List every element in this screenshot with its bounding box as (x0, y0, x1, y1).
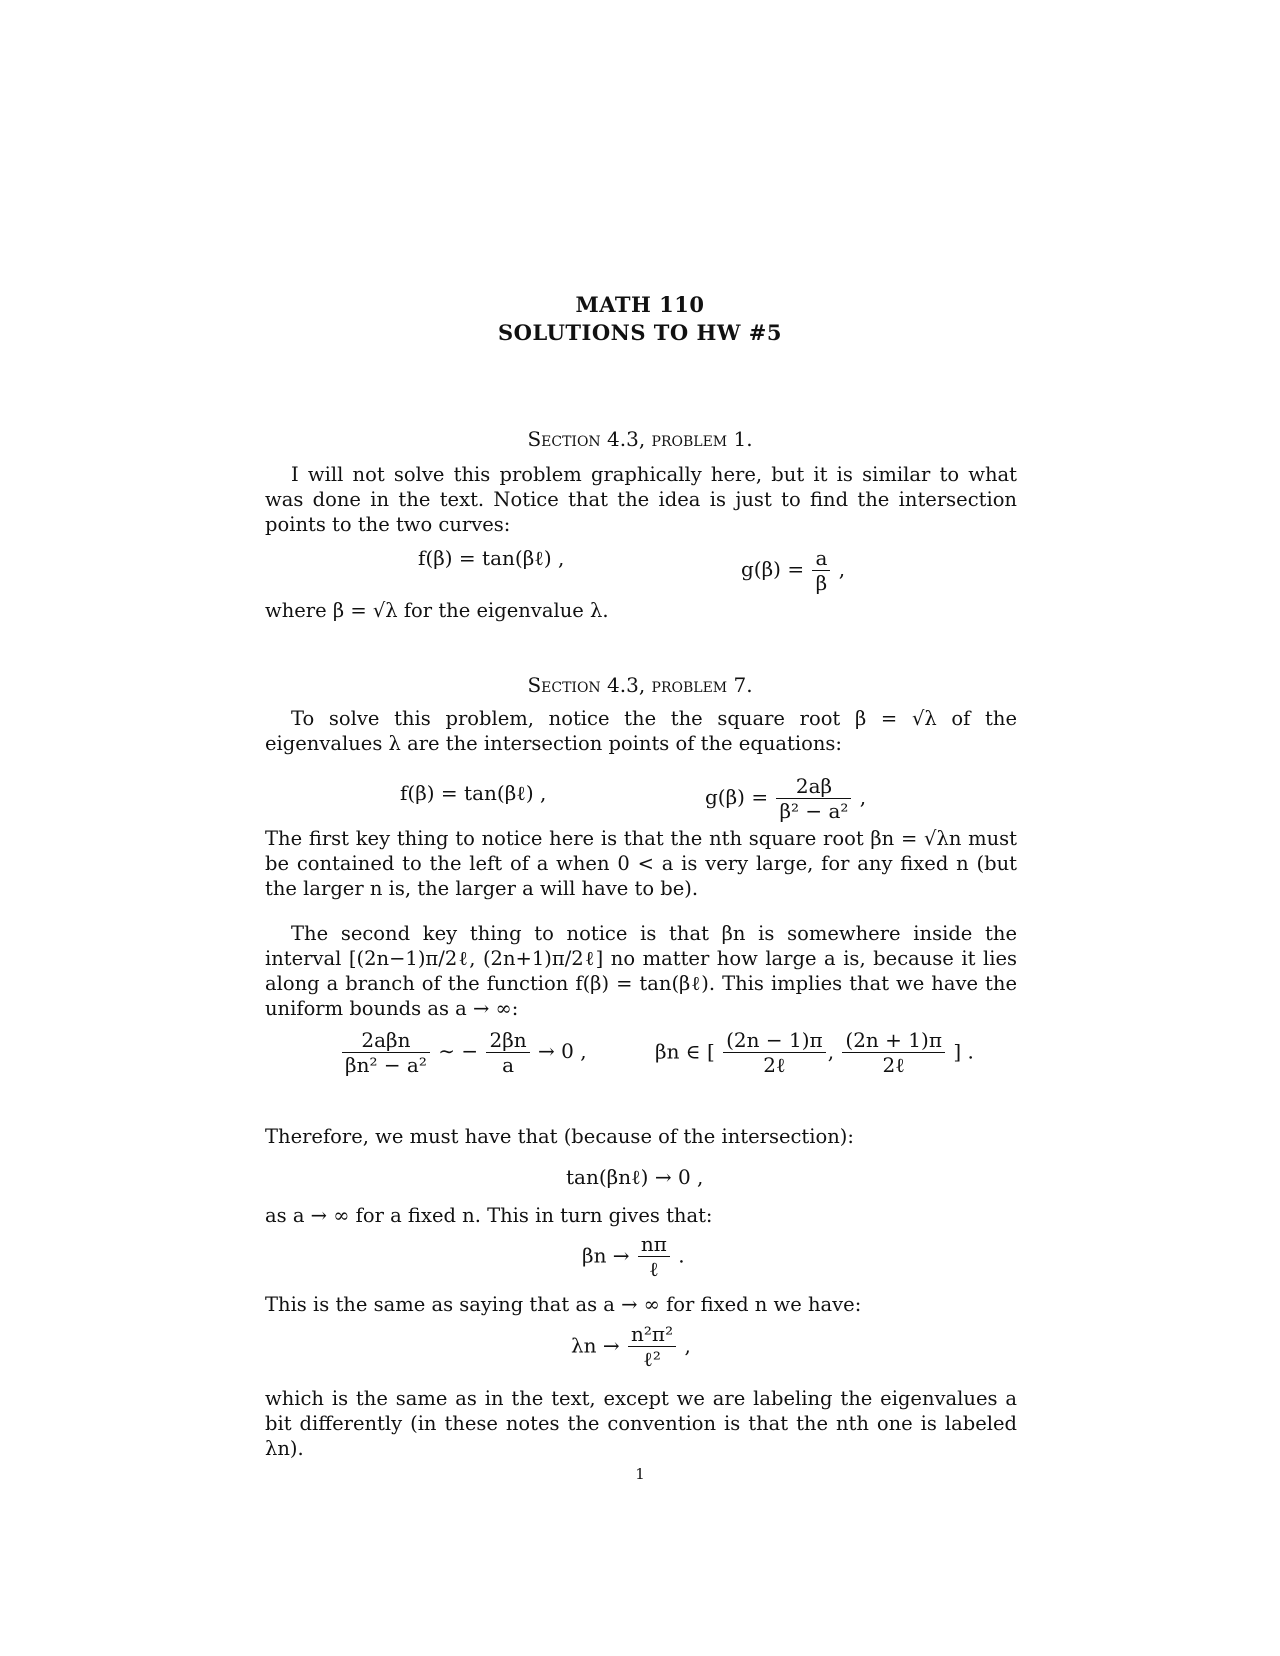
tan-limit-equation: tan(βnℓ) → 0 , (566, 1165, 704, 1189)
bounds-fraction-2-numerator: 2βn (486, 1028, 529, 1053)
bounds-fraction-2-denominator: a (502, 1053, 515, 1077)
interval-fraction-1-denominator: 2ℓ (763, 1053, 786, 1077)
equation-g-1-fraction (812, 546, 830, 595)
interval-fraction-2-denominator: 2ℓ (882, 1053, 905, 1077)
same-as-text: This is the same as saying that as a → ∞ for fixed n we have: (265, 1293, 862, 1316)
equation-f-2: f(β) = tan(βℓ) , (400, 781, 547, 805)
lambda-limit-numerator: n²π² (628, 1322, 676, 1347)
equation-g-2-left: g(β) = (705, 785, 769, 809)
equation-f-1: f(β) = tan(βℓ) , (418, 546, 565, 570)
interval-left: βn ∈ [ (655, 1039, 715, 1064)
bounds-approx: ∼ − (438, 1039, 479, 1063)
bounds-fraction-2 (486, 1028, 529, 1077)
problem-1-outro: where β = √λ for the eigenvalue λ. (265, 599, 609, 622)
page-number: 1 (635, 1465, 645, 1483)
equation-g-1-left: g(β) = (741, 557, 805, 581)
bounds-equation (340, 1028, 587, 1077)
bounds-fraction-1-numerator: 2aβn (342, 1028, 430, 1053)
equation-g-2-denominator: β² − a² (779, 799, 849, 823)
beta-limit-fraction (638, 1232, 670, 1282)
bounds-fraction-1-denominator: βn² − a² (345, 1053, 427, 1077)
equation-g-1-numerator: a (812, 546, 830, 571)
fixed-n-text: as a → ∞ for a fixed n. This in turn gives that: (265, 1204, 713, 1227)
closing-text: which is the same as in the text, except we are labeling the eigenvalues a bit differently (in these notes the convention is that the nth one is labeled λn). (265, 1387, 1017, 1460)
bounds-limit: → 0 , (538, 1039, 587, 1063)
bounds-fraction-1 (342, 1028, 430, 1077)
equation-g-1-denominator: β (815, 571, 828, 595)
beta-limit-left: βn → (582, 1243, 630, 1268)
document-subtitle: SOLUTIONS TO HW #5 (498, 320, 782, 345)
equation-g-2: g(β) = $\frac{2a\beta}{\text{β² − a²}}$ , (705, 774, 867, 823)
interval-equation: βn ∈ [ $\frac{(2n - 1)\pi}{\text{2ℓ}}$ , $\frac{(2n + 1)\pi}{\text{2ℓ}}$ ] . (655, 1028, 974, 1077)
problem-7-intro: To solve this problem, notice the the square root β = √λ of the eigenvalues λ are the intersection points of the equations: (265, 707, 1017, 755)
beta-limit-numerator: nπ (638, 1232, 670, 1257)
lambda-limit-left: λn → (571, 1333, 620, 1358)
interval-fraction-1 (723, 1028, 826, 1078)
lambda-limit-equation: λn → $\frac{\text{n²π²}}{\text{ℓ²}}$ , (571, 1322, 691, 1371)
course-title: MATH 110 (575, 292, 705, 317)
therefore-text: Therefore, we must have that (because of the intersection): (265, 1125, 854, 1148)
section-heading-problem-7: Section 4.3, problem 7. (527, 673, 753, 697)
beta-limit-equation: βn → $\frac{n\pi}{\text{ℓ}}$ . (582, 1232, 685, 1281)
equation-g-1: g(β) = $\frac{a}{\beta}$ , (741, 546, 846, 595)
interval-right: ] . (953, 1039, 974, 1064)
interval-fraction-1-numerator: (2n − 1)π (723, 1028, 826, 1053)
interval-fraction-2 (842, 1028, 945, 1078)
equation-g-2-numerator: 2aβ (776, 774, 851, 799)
lambda-limit-fraction (628, 1322, 676, 1372)
problem-1-intro: I will not solve this problem graphically here, but it is similar to what was done in the text. Notice that the idea is just to find the intersection points to the two curves: (265, 463, 1017, 536)
interval-fraction-2-numerator: (2n + 1)π (842, 1028, 945, 1053)
key-point-2: The second key thing to notice is that βn is somewhere inside the interval [(2n−1)π/2ℓ, (2n+1)π/2ℓ] no matter how large a is, because it lies along a branch of the function f(β) = tan(βℓ). This implies that we have the uniform bounds as a → ∞: (265, 922, 1017, 1020)
section-heading-problem-1: Section 4.3, problem 1. (527, 427, 753, 451)
beta-limit-denominator: ℓ (649, 1257, 659, 1281)
key-point-1: The first key thing to notice here is that the nth square root βn = √λn must be contained to the left of a when 0 < a is very large, for any fixed n (but the larger n is, the larger a will have to be). (265, 827, 1017, 900)
lambda-limit-denominator: ℓ² (643, 1347, 661, 1371)
equation-g-2-fraction (776, 774, 851, 823)
